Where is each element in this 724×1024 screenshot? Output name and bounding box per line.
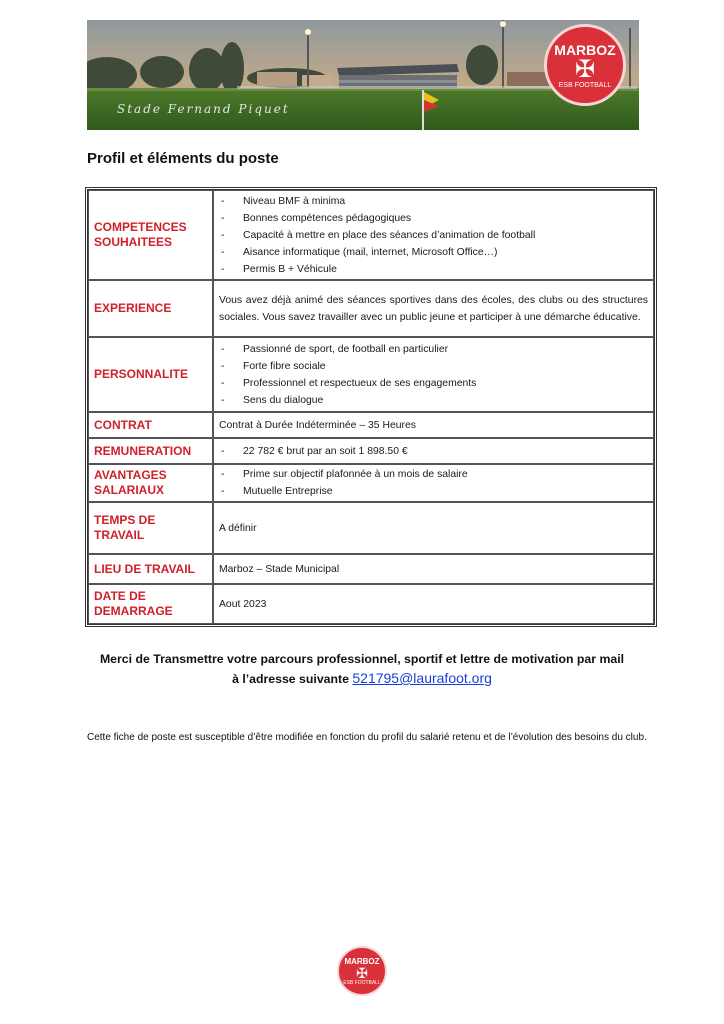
club-logo xyxy=(544,24,626,106)
row-value xyxy=(213,438,654,464)
table-row xyxy=(88,464,654,502)
profile-table xyxy=(87,189,655,625)
row-value: Contrat à Durée Indéterminée – 35 Heures xyxy=(213,412,654,438)
email-prefix: à l’adresse suivante xyxy=(232,672,349,686)
row-label: AVANTAGES SALARIAUX xyxy=(88,464,213,502)
table-row xyxy=(88,337,654,412)
row-label: EXPERIENCE xyxy=(88,280,213,337)
email-link[interactable]: 521795@laurafoot.org xyxy=(352,670,492,686)
list-item: - Passionné de sport, de football en particulier xyxy=(219,341,648,358)
list-item: - Prime sur objectif plafonnée à un mois de salaire xyxy=(219,466,648,483)
list-item: - Forte fibre sociale xyxy=(219,358,648,375)
table-row xyxy=(88,438,654,464)
row-value xyxy=(213,337,654,412)
logo-name: MARBOZ xyxy=(344,956,380,966)
list-item: - Capacité à mettre en place des séances d’animation de football xyxy=(219,227,648,244)
bullet-list xyxy=(219,466,648,500)
list-item: - Permis B + Véhicule xyxy=(219,261,648,278)
table-row xyxy=(88,190,654,280)
call-to-action-line1: Merci de Transmettre votre parcours professionnel, sportif et lettre de motivation par mail xyxy=(99,652,625,666)
row-label: COMPETENCES SOUHAITEES xyxy=(88,190,213,280)
logo-cross-icon: ✠ xyxy=(574,55,596,83)
list-item: - 22 782 € brut par an soit 1 898.50 € xyxy=(219,443,648,460)
row-value: Marboz – Stade Municipal xyxy=(213,554,654,584)
list-item: - Aisance informatique (mail, internet, Microsoft Office…) xyxy=(219,244,648,261)
row-value xyxy=(213,464,654,502)
row-label: REMUNERATION xyxy=(88,438,213,464)
row-label: PERSONNALITE xyxy=(88,337,213,412)
logo-name: MARBOZ xyxy=(554,41,616,58)
table-row xyxy=(88,280,654,337)
call-to-action-line2 xyxy=(60,670,664,686)
row-value: Vous avez déjà animé des séances sportives dans des écoles, des clubs ou des structures sociales. Vous savez travailler avec un public jeune et participer à une démarche éducative. xyxy=(213,280,654,337)
table-row xyxy=(88,502,654,554)
bullet-list xyxy=(219,443,648,460)
list-item: - Mutuelle Entreprise xyxy=(219,483,648,500)
list-item: - Bonnes compétences pédagogiques xyxy=(219,210,648,227)
stadium-signature: Stade Fernand Piquet xyxy=(117,102,290,116)
row-value: Aout 2023 xyxy=(213,584,654,624)
row-value: A définir xyxy=(213,502,654,554)
bullet-list xyxy=(219,341,648,409)
list-item: - Sens du dialogue xyxy=(219,392,648,409)
footer-logo xyxy=(337,946,387,996)
table-row xyxy=(88,554,654,584)
table-row xyxy=(88,412,654,438)
logo-subtitle: ESB FOOTBALL xyxy=(558,81,612,89)
bullet-list xyxy=(219,193,648,278)
list-item: - Niveau BMF à minima xyxy=(219,193,648,210)
header-banner xyxy=(87,20,639,130)
logo-subtitle: ESB FOOTBALL xyxy=(343,979,381,986)
row-label: LIEU DE TRAVAIL xyxy=(88,554,213,584)
disclaimer-note: Cette fiche de poste est susceptible d’être modifiée en fonction du profil du salarié retenu et de l’évolution des besoins du club. xyxy=(87,732,647,743)
row-value xyxy=(213,190,654,280)
row-label: CONTRAT xyxy=(88,412,213,438)
list-item: - Professionnel et respectueux de ses engagements xyxy=(219,375,648,392)
row-label: TEMPS DE TRAVAIL xyxy=(88,502,213,554)
table-row xyxy=(88,584,654,624)
row-label: DATE DE DEMARRAGE xyxy=(88,584,213,624)
section-title: Profil et éléments du poste xyxy=(87,150,279,167)
logo-cross-icon: ✠ xyxy=(356,964,368,981)
